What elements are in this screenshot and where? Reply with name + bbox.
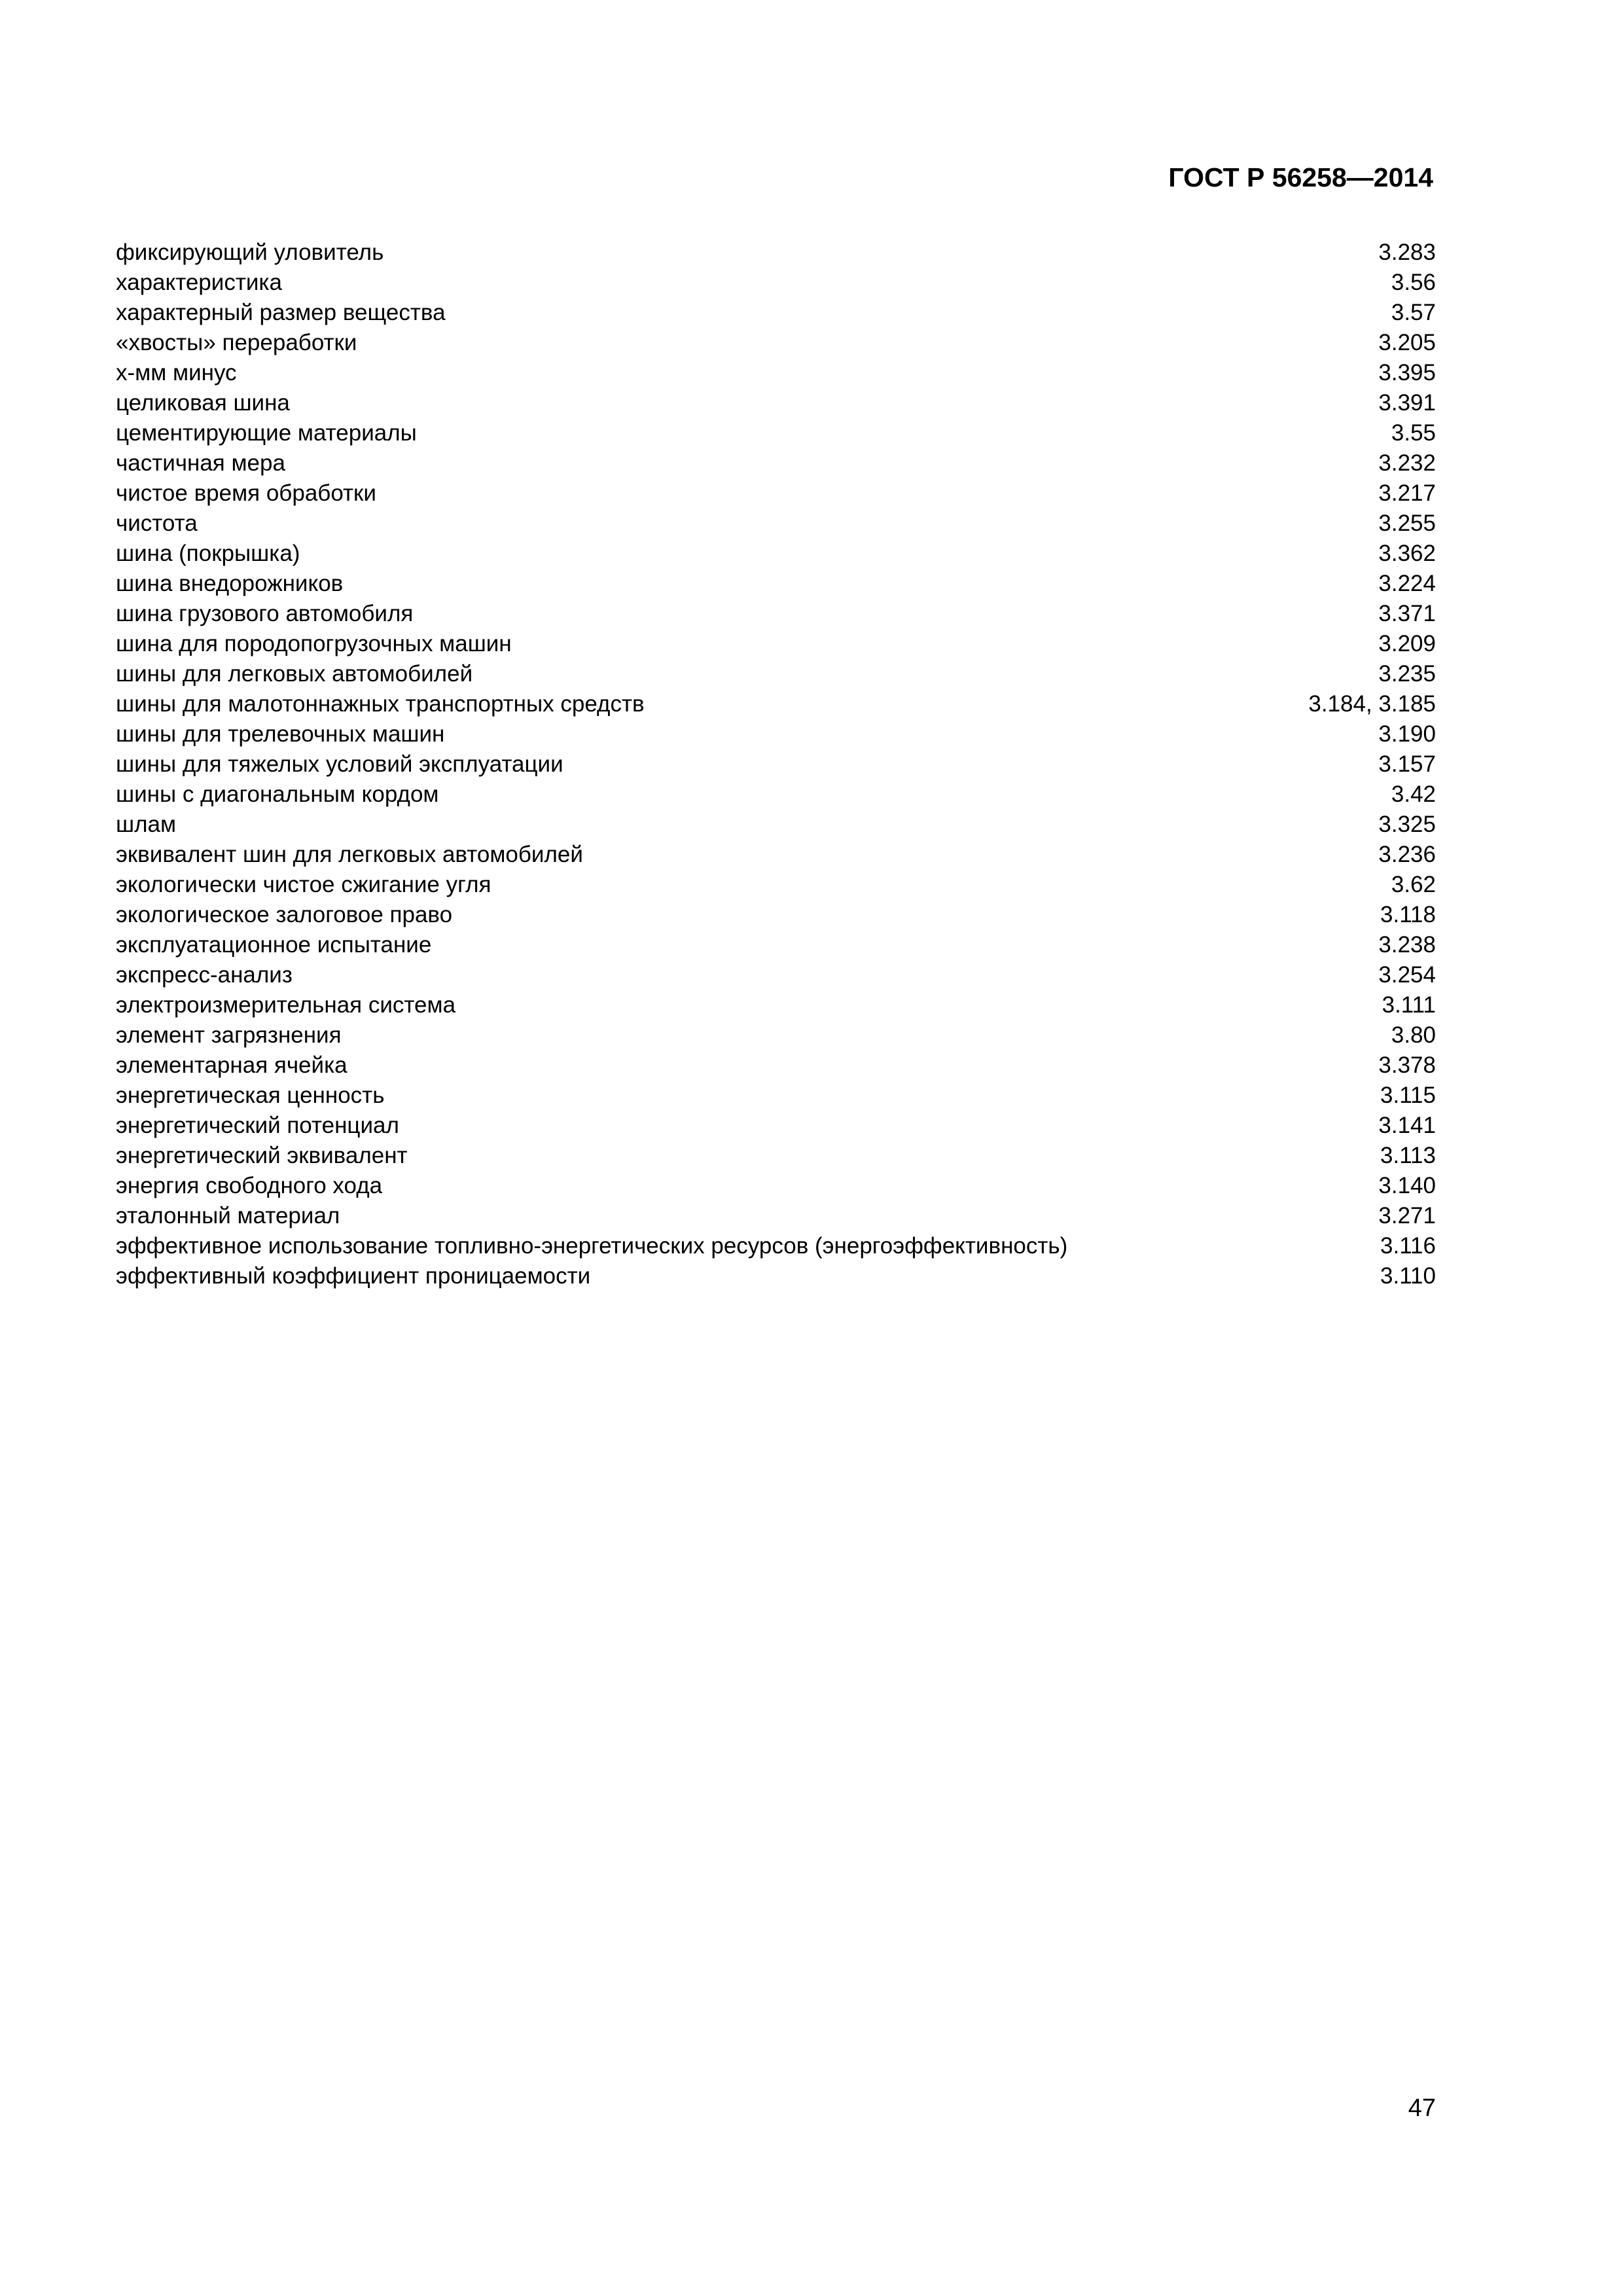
index-clause-ref: 3.254 <box>1378 962 1436 988</box>
index-entry <box>116 539 1436 569</box>
index-clause-ref: 3.205 <box>1378 330 1436 355</box>
index-term: целиковая шина <box>116 390 290 416</box>
index-term: шина для породопогрузочных машин <box>116 631 512 656</box>
index-entry <box>116 328 1436 358</box>
index-entry <box>116 990 1436 1020</box>
index-term: шины для трелевочных машин <box>116 721 445 747</box>
index-entry <box>116 1050 1436 1081</box>
index-entry <box>116 478 1436 509</box>
index-entry <box>116 1020 1436 1050</box>
index-term: энергетический потенциал <box>116 1113 399 1138</box>
index-term: энергия свободного хода <box>116 1173 383 1198</box>
index-term: шины для тяжелых условий эксплуатации <box>116 751 563 777</box>
index-clause-ref: 3.232 <box>1378 450 1436 476</box>
index-entry <box>116 298 1436 328</box>
index-clause-ref: 3.56 <box>1391 270 1436 295</box>
index-clause-ref: 3.255 <box>1378 511 1436 536</box>
index-term: эффективное использование топливно-энергетических ресурсов (энергоэффективность) <box>116 1233 1068 1259</box>
index-clause-ref: 3.378 <box>1378 1052 1436 1078</box>
index-clause-ref: 3.184, 3.185 <box>1308 691 1436 717</box>
index-clause-ref: 3.80 <box>1391 1022 1436 1048</box>
index-term: «хвосты» переработки <box>116 330 357 355</box>
index-clause-ref: 3.110 <box>1380 1263 1436 1289</box>
index-term: шлам <box>116 812 177 837</box>
index-entry <box>116 1171 1436 1201</box>
index-entry <box>116 418 1436 448</box>
index-term: эксплуатационное испытание <box>116 932 432 958</box>
index-clause-ref: 3.141 <box>1378 1113 1436 1138</box>
index-term: эталонный материал <box>116 1203 340 1229</box>
index-term: характеристика <box>116 270 282 295</box>
index-term: шины для малотоннажных транспортных средств <box>116 691 645 717</box>
index-clause-ref: 3.395 <box>1378 360 1436 386</box>
standard-header: ГОСТ Р 56258—2014 <box>1168 162 1433 192</box>
index-entry <box>116 448 1436 478</box>
index-entry <box>116 358 1436 388</box>
index-entry <box>116 719 1436 749</box>
index-entry <box>116 569 1436 599</box>
index-term: энергетический эквивалент <box>116 1143 408 1168</box>
index-entry <box>116 780 1436 810</box>
index-entry <box>116 629 1436 659</box>
index-entry <box>116 870 1436 900</box>
index-clause-ref: 3.325 <box>1378 812 1436 837</box>
index-term: электроизмерительная система <box>116 992 456 1018</box>
index-entry <box>116 388 1436 418</box>
index-term: цементирующие материалы <box>116 420 417 446</box>
index-clause-ref: 3.283 <box>1378 240 1436 265</box>
index-clause-ref: 3.238 <box>1378 932 1436 958</box>
index-clause-ref: 3.391 <box>1378 390 1436 416</box>
index-term: экологически чистое сжигание угля <box>116 872 491 897</box>
index-entry <box>116 1111 1436 1141</box>
index-entry <box>116 1081 1436 1111</box>
index-clause-ref: 3.115 <box>1380 1083 1436 1108</box>
index-clause-ref: 3.217 <box>1378 480 1436 506</box>
index-term: энергетическая ценность <box>116 1083 385 1108</box>
index-term: чистое время обработки <box>116 480 376 506</box>
page-number: 47 <box>1408 2094 1436 2122</box>
index-term: элемент загрязнения <box>116 1022 342 1048</box>
index-entry <box>116 268 1436 298</box>
index-clause-ref: 3.209 <box>1378 631 1436 656</box>
index-clause-ref: 3.271 <box>1378 1203 1436 1229</box>
index-entry <box>116 1261 1436 1291</box>
term-index-list <box>116 238 1436 1291</box>
index-entry <box>116 900 1436 930</box>
index-entry <box>116 930 1436 960</box>
index-term: эквивалент шин для легковых автомобилей <box>116 842 583 867</box>
index-clause-ref: 3.118 <box>1380 902 1436 927</box>
index-entry <box>116 810 1436 840</box>
index-clause-ref: 3.362 <box>1378 541 1436 566</box>
index-clause-ref: 3.42 <box>1391 781 1436 807</box>
index-term: шины для легковых автомобилей <box>116 661 473 687</box>
index-clause-ref: 3.113 <box>1380 1143 1436 1168</box>
index-entry <box>116 1201 1436 1231</box>
index-clause-ref: 3.116 <box>1380 1233 1436 1259</box>
index-term: х-мм минус <box>116 360 237 386</box>
index-term: шина (покрышка) <box>116 541 300 566</box>
index-clause-ref: 3.140 <box>1378 1173 1436 1198</box>
index-entry <box>116 238 1436 268</box>
index-clause-ref: 3.236 <box>1378 842 1436 867</box>
index-entry <box>116 840 1436 870</box>
index-term: шина грузового автомобиля <box>116 601 414 626</box>
index-clause-ref: 3.371 <box>1378 601 1436 626</box>
index-clause-ref: 3.57 <box>1391 300 1436 325</box>
index-entry <box>116 1141 1436 1171</box>
index-term: чистота <box>116 511 198 536</box>
index-entry <box>116 749 1436 780</box>
index-entry <box>116 689 1436 719</box>
index-term: фиксирующий уловитель <box>116 240 384 265</box>
index-clause-ref: 3.157 <box>1378 751 1436 777</box>
index-entry <box>116 509 1436 539</box>
index-clause-ref: 3.111 <box>1382 992 1436 1018</box>
index-term: экспресс-анализ <box>116 962 293 988</box>
index-term: частичная мера <box>116 450 285 476</box>
index-entry <box>116 960 1436 990</box>
index-entry <box>116 599 1436 629</box>
index-clause-ref: 3.190 <box>1378 721 1436 747</box>
index-term: элементарная ячейка <box>116 1052 348 1078</box>
index-term: шина внедорожников <box>116 571 344 596</box>
index-term: эффективный коэффициент проницаемости <box>116 1263 591 1289</box>
index-term: шины с диагональным кордом <box>116 781 439 807</box>
index-entry <box>116 1231 1436 1261</box>
index-clause-ref: 3.235 <box>1378 661 1436 687</box>
index-entry <box>116 659 1436 689</box>
index-term: экологическое залоговое право <box>116 902 453 927</box>
index-clause-ref: 3.55 <box>1391 420 1436 446</box>
index-clause-ref: 3.62 <box>1391 872 1436 897</box>
index-term: характерный размер вещества <box>116 300 446 325</box>
index-clause-ref: 3.224 <box>1378 571 1436 596</box>
